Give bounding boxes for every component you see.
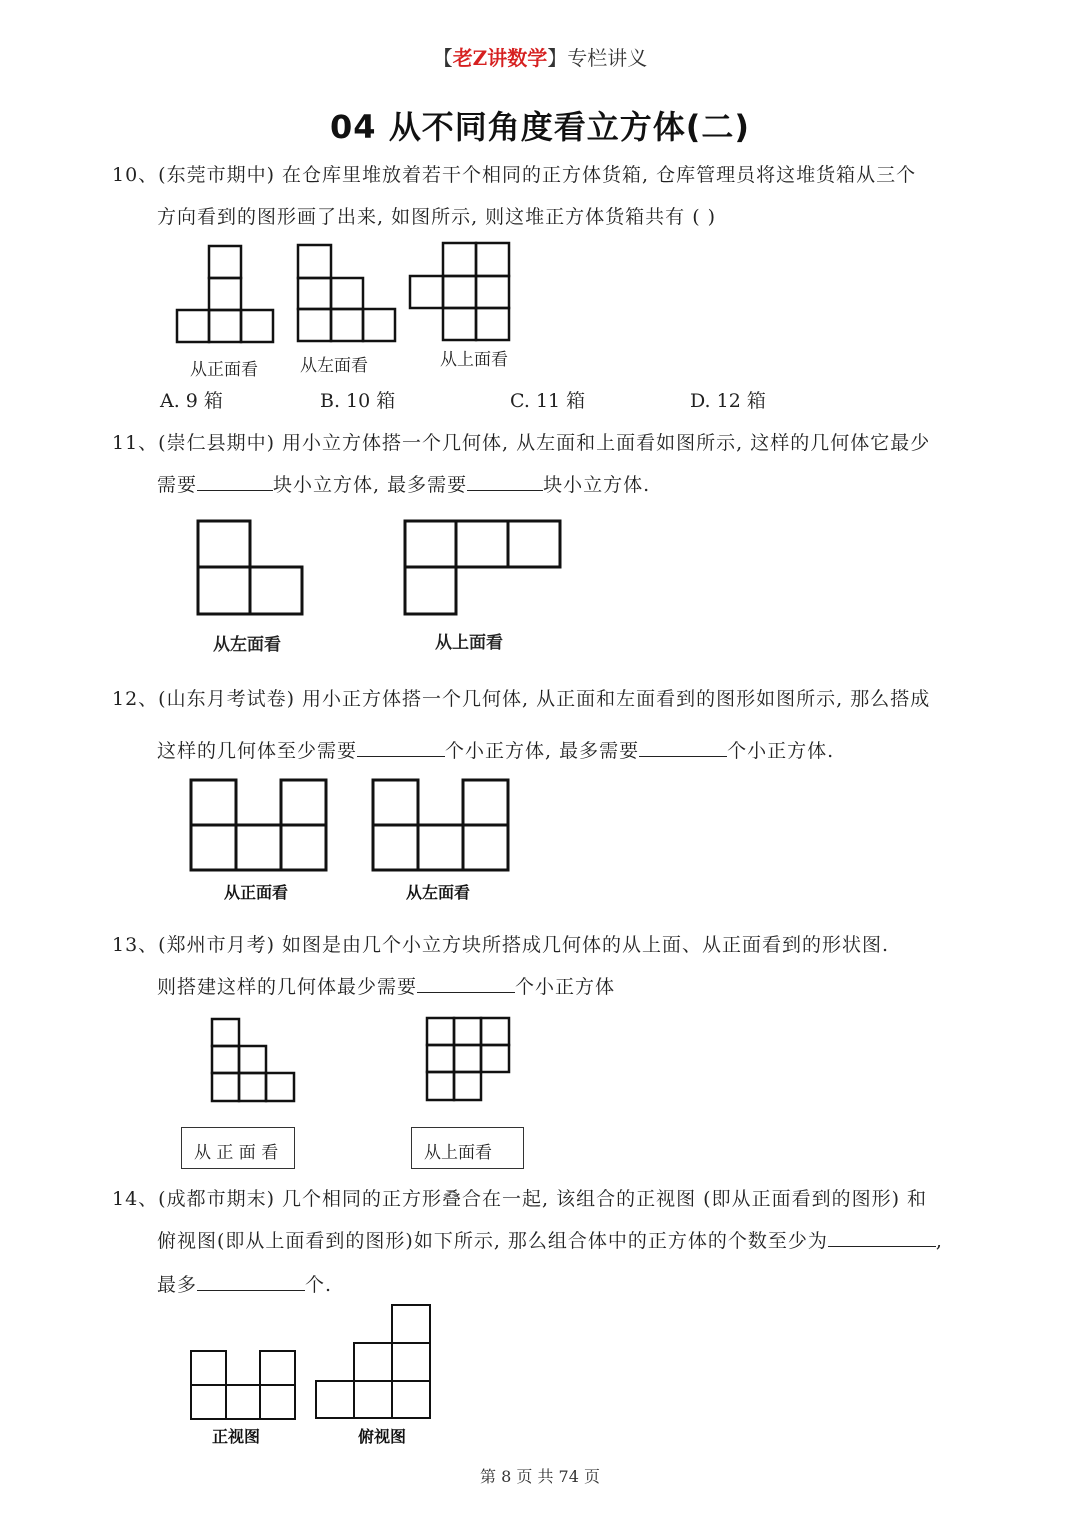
q12-text-c: 个小正方体. bbox=[727, 740, 835, 762]
q12-line1: 12、(山东月考试卷) 用小正方体搭一个几何体, 从正面和左面看到的图形如图所示, 那么搭成 bbox=[112, 688, 931, 710]
q12-caption-left: 从左面看 bbox=[406, 883, 471, 902]
q13-caption-front: 从 正 面 看 bbox=[194, 1143, 279, 1163]
q12-text-a: 这样的几何体至少需要 bbox=[157, 740, 358, 762]
header-suffix: 专栏讲义 bbox=[567, 46, 648, 70]
q10-option-c[interactable]: C. 11 箱 bbox=[510, 390, 586, 412]
q14-text-comma: , bbox=[935, 1230, 943, 1252]
q11-caption-left: 从左面看 bbox=[213, 635, 281, 655]
page-title: 04 从不同角度看立方体(二) bbox=[330, 108, 750, 146]
q11-text-c: 块小立方体. bbox=[543, 474, 651, 496]
q14-text-c: 个. bbox=[305, 1274, 333, 1296]
q13-text-a: 则搭建这样的几何体最少需要 bbox=[157, 976, 418, 998]
q13-text-b: 个小正方体 bbox=[515, 976, 616, 998]
q14-line1: 14、(成都市期末) 几个相同的正方形叠合在一起, 该组合的正视图 (即从正面看到的图形) 和 bbox=[112, 1188, 928, 1210]
q14-text-b: 最多 bbox=[157, 1274, 198, 1296]
q12-caption-front: 从正面看 bbox=[224, 883, 289, 902]
q11-line1: 11、(崇仁县期中) 用小立方体搭一个几何体, 从左面和上面看如图所示, 这样的几何体它最少 bbox=[112, 432, 931, 454]
q14-caption-top: 俯视图 bbox=[358, 1427, 407, 1446]
q11-text-a: 需要 bbox=[157, 474, 198, 496]
q10-line1: 10、(东莞市期中) 在仓库里堆放着若干个相同的正方体货箱, 仓库管理员将这堆货箱从三个 bbox=[112, 164, 917, 186]
q10-option-b[interactable]: B. 10 箱 bbox=[320, 390, 396, 412]
q10-line2: 方向看到的图形画了出来, 如图所示, 则这堆正方体货箱共有 ( ) bbox=[157, 206, 717, 228]
page-footer: 第 8 页 共 74 页 bbox=[480, 1467, 600, 1486]
q13-line1: 13、(郑州市月考) 如图是由几个小立方块所搭成几何体的从上面、从正面看到的形状图. bbox=[112, 934, 890, 956]
q10-caption-left: 从左面看 bbox=[300, 356, 368, 376]
q10-option-a[interactable]: A. 9 箱 bbox=[160, 390, 223, 412]
q11-caption-top: 从上面看 bbox=[435, 633, 503, 653]
q14-text-a: 俯视图(即从上面看到的图形)如下所示, 那么组合体中的正方体的个数至少为 bbox=[157, 1230, 828, 1252]
q10-caption-top: 从上面看 bbox=[440, 350, 508, 370]
q10-caption-front: 从正面看 bbox=[190, 360, 258, 380]
header-brand: 老Z讲数学 bbox=[452, 46, 548, 70]
header-bracket-close: 】 bbox=[547, 46, 568, 70]
q10-option-d[interactable]: D. 12 箱 bbox=[690, 390, 766, 412]
q11-text-b: 块小立方体, 最多需要 bbox=[273, 474, 468, 496]
q13-caption-top: 从上面看 bbox=[424, 1143, 492, 1163]
q12-text-b: 个小正方体, 最多需要 bbox=[445, 740, 640, 762]
header-bracket-open: 【 bbox=[432, 46, 453, 70]
q14-caption-front: 正视图 bbox=[212, 1427, 261, 1446]
